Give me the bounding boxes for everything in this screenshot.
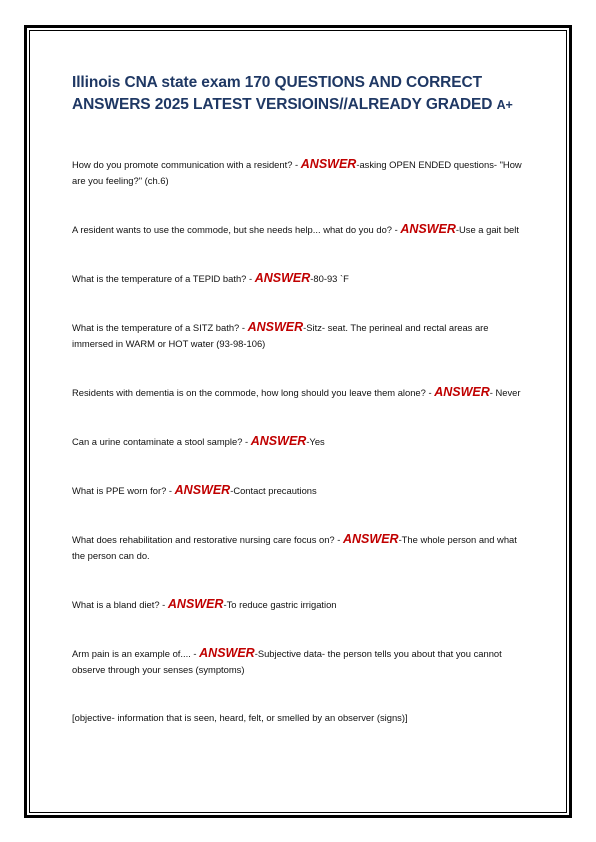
answer-text: -Use a gait belt <box>455 224 519 235</box>
title-main: Illinois CNA state exam 170 QUESTIONS AND CORRECT ANSWERS 2025 LATEST VERSIOINS//ALREADY GRADED <box>72 74 493 113</box>
qa-item <box>72 482 524 499</box>
qa-item <box>72 319 524 352</box>
answer-text: - Never <box>489 387 521 398</box>
answer-text: -Subjective data- the person tells you about that you cannot observe through your senses (symptoms) <box>72 648 502 675</box>
answer-label: ANSWER <box>400 222 456 236</box>
answer-label: ANSWER <box>343 532 399 546</box>
answer-text: -Sitz- seat. The perineal and rectal areas are immersed in WARM or HOT water (93-98-106) <box>72 322 489 349</box>
qa-item <box>72 596 524 613</box>
answer-label: ANSWER <box>199 646 255 660</box>
qa-item <box>72 433 524 450</box>
answer-text: -Contact precautions <box>230 485 317 496</box>
question-text: A resident wants to use the commode, but she needs help... what do you do? - <box>72 224 398 235</box>
answer-text: -80-93 `F <box>310 273 349 284</box>
question-text: What is a bland diet? - <box>72 599 166 610</box>
answer-label: ANSWER <box>300 157 357 171</box>
footnote: [objective- information that is seen, heard, felt, or smelled by an observer (signs)] <box>72 712 408 723</box>
document-body <box>72 72 524 726</box>
answer-label: ANSWER <box>250 434 307 448</box>
answer-label: ANSWER <box>434 385 490 399</box>
question-text: What does rehabilitation and restorative nursing care focus on? - <box>72 534 341 545</box>
qa-item <box>72 156 524 189</box>
answer-text: -To reduce gastric irrigation <box>223 599 337 610</box>
question-text: Arm pain is an example of.... - <box>72 648 197 659</box>
answer-label: ANSWER <box>247 320 304 334</box>
document-title <box>72 72 524 116</box>
title-grade: A+ <box>496 98 513 112</box>
answer-label: ANSWER <box>174 483 231 497</box>
question-text: What is the temperature of a SITZ bath? - <box>72 322 245 333</box>
answer-label: ANSWER <box>254 271 311 285</box>
question-text: What is PPE worn for? - <box>72 485 173 496</box>
answer-text: -The whole person and what the person can do. <box>72 534 517 561</box>
question-text: How do you promote communication with a resident? - <box>72 159 299 170</box>
qa-item <box>72 384 524 401</box>
answer-label: ANSWER <box>167 597 224 611</box>
question-text: Residents with dementia is on the commode, how long should you leave them alone? - <box>72 387 432 398</box>
answer-text: -asking OPEN ENDED questions- "How are you feeling?" (ch.6) <box>72 159 522 186</box>
question-text: Can a urine contaminate a stool sample? - <box>72 436 249 447</box>
qa-item <box>72 270 524 287</box>
qa-item <box>72 645 524 678</box>
question-text: What is the temperature of a TEPID bath? - <box>72 273 253 284</box>
answer-text: -Yes <box>306 436 325 447</box>
qa-item <box>72 531 524 564</box>
qa-item <box>72 221 524 238</box>
